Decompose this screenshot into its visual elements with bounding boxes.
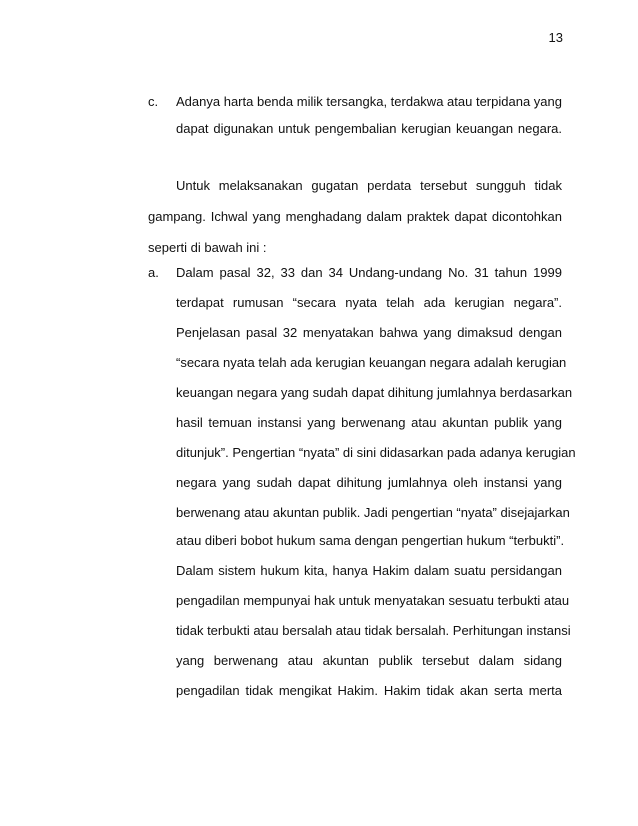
text-line: keuangan negara yang sudah dapat dihitung jumlahnya berdasarkan bbox=[176, 385, 573, 400]
text-line: terdapat rumusan “secara nyata telah ada kerugian negara”. bbox=[176, 295, 562, 310]
text-line: Penjelasan pasal 32 menyatakan bahwa yang dimaksud dengan bbox=[176, 325, 562, 340]
text-line: pengadilan tidak mengikat Hakim. Hakim tidak akan serta merta bbox=[176, 683, 562, 698]
text-line: ditunjuk”. Pengertian “nyata” di sini didasarkan pada adanya kerugian bbox=[176, 445, 576, 460]
text-line: “secara nyata telah ada kerugian keuangan negara adalah kerugian bbox=[176, 355, 567, 370]
text-line: tidak terbukti atau bersalah atau tidak bersalah. Perhitungan instansi bbox=[176, 623, 571, 638]
text-line: Dalam pasal 32, 33 dan 34 Undang-undang No. 31 tahun 1999 bbox=[176, 265, 562, 280]
text-line: dapat digunakan untuk pengembalian kerugian keuangan negara. bbox=[176, 121, 562, 136]
text-line: pengadilan mempunyai hak untuk menyatakan sesuatu terbukti atau bbox=[176, 593, 570, 608]
text-line: berwenang atau akuntan publik. Jadi pengertian “nyata” disejajarkan bbox=[176, 505, 570, 520]
text-line: atau diberi bobot hukum sama dengan pengertian hukum “terbukti”. bbox=[176, 533, 565, 548]
list-marker-a: a. bbox=[148, 265, 159, 280]
text-line: hasil temuan instansi yang berwenang atau akuntan publik yang bbox=[176, 415, 562, 430]
page-number: 13 bbox=[548, 30, 563, 45]
text-line: Adanya harta benda milik tersangka, terdakwa atau terpidana yang bbox=[176, 94, 562, 109]
text-line: seperti di bawah ini : bbox=[148, 240, 267, 255]
list-marker-c: c. bbox=[148, 94, 159, 109]
text-line: Untuk melaksanakan gugatan perdata tersebut sungguh tidak bbox=[176, 178, 562, 193]
text-line: yang berwenang atau akuntan publik tersebut dalam sidang bbox=[176, 653, 562, 668]
text-line: negara yang sudah dapat dihitung jumlahnya oleh instansi yang bbox=[176, 475, 562, 490]
text-line: Dalam sistem hukum kita, hanya Hakim dalam suatu persidangan bbox=[176, 563, 562, 578]
text-line: gampang. Ichwal yang menghadang dalam praktek dapat dicontohkan bbox=[148, 209, 562, 224]
